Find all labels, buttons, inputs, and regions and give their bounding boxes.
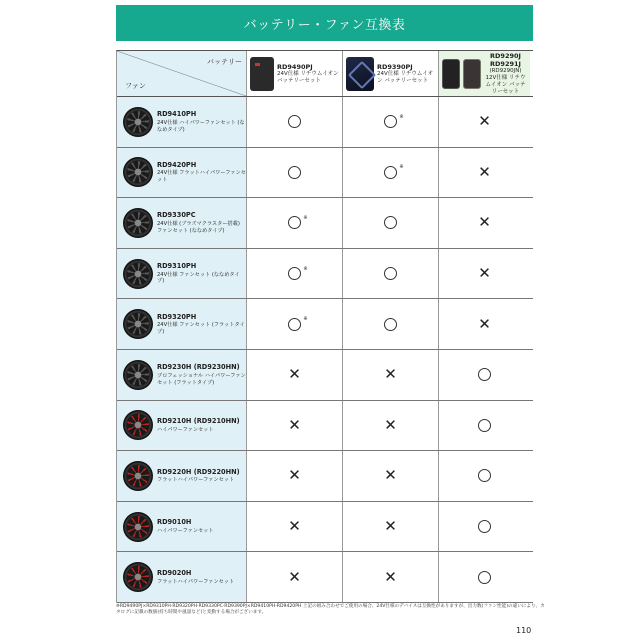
fan-icon bbox=[123, 410, 153, 440]
battery-pair-icon bbox=[442, 59, 460, 89]
note-mark: ※ bbox=[303, 316, 308, 323]
compat-cell bbox=[247, 451, 343, 501]
fan-desc: 24V仕様 ファンセット (ななめタイプ) bbox=[157, 271, 240, 285]
compat-cell bbox=[439, 451, 530, 501]
page-number: 110 bbox=[516, 626, 532, 635]
fan-desc: ハイパワーファンセット bbox=[157, 426, 214, 433]
fan-icon bbox=[123, 512, 153, 542]
footnote: ※RD9490PJ×RD9310PH·RD9320PH·RD9330PC·RD9390PJ×RD9410PH·RD9420PH 上記の組み合わせでご使用の場合、24V仕様のデバイスは互換性がありますが、出力数(ファン性能)の違いにより、カタログに記載の数値(持ち時間や風量など)と変動する場合がございます。 bbox=[116, 604, 545, 616]
fan-icon bbox=[123, 259, 153, 289]
compat-cell bbox=[343, 451, 439, 501]
battery-navy-icon bbox=[346, 57, 374, 91]
table-row bbox=[117, 148, 533, 199]
fan-cell bbox=[117, 451, 247, 501]
compat-cell bbox=[247, 148, 343, 198]
compat-cell bbox=[247, 401, 343, 451]
compatible-circle-icon bbox=[384, 115, 397, 128]
table-row bbox=[117, 401, 533, 452]
incompatible-cross-icon: ✕ bbox=[384, 466, 397, 485]
compatible-circle-icon bbox=[478, 520, 491, 533]
note-mark: ※ bbox=[399, 164, 404, 171]
incompatible-cross-icon: ✕ bbox=[288, 466, 301, 485]
incompatible-cross-icon: ✕ bbox=[384, 365, 397, 384]
battery-model: RD9490PJ bbox=[277, 62, 313, 71]
compat-cell bbox=[343, 299, 439, 349]
table-row bbox=[117, 299, 533, 350]
fan-desc: フラットハイパワーファンセット bbox=[157, 477, 235, 484]
table-row bbox=[117, 350, 533, 401]
page-title: バッテリー・ファン互換表 bbox=[116, 5, 533, 41]
compatible-circle-icon bbox=[384, 216, 397, 229]
battery-pair-icon bbox=[463, 59, 481, 89]
compat-cell bbox=[343, 249, 439, 299]
battery-model: RD9390PJ bbox=[377, 62, 413, 71]
table-row bbox=[117, 552, 533, 603]
fan-cell bbox=[117, 502, 247, 552]
compat-cell bbox=[439, 350, 530, 400]
compatible-circle-icon bbox=[288, 267, 301, 280]
compat-cell bbox=[247, 552, 343, 602]
compat-cell bbox=[247, 299, 343, 349]
compat-cell bbox=[247, 502, 343, 552]
fan-model: RD9210H (RD9210HN) bbox=[157, 417, 240, 426]
fan-model: RD9220H (RD9220HN) bbox=[157, 467, 240, 476]
fan-model: RD9010H bbox=[157, 518, 192, 527]
table-row bbox=[117, 198, 533, 249]
compat-cell bbox=[247, 350, 343, 400]
battery-header-rd9490pj bbox=[247, 51, 343, 96]
fan-desc: 24V仕様 (ブラズマクラスター搭載) ファンセット (ななめタイプ) bbox=[157, 221, 240, 234]
compat-cell bbox=[439, 299, 530, 349]
table-row bbox=[117, 97, 533, 148]
incompatible-cross-icon: ✕ bbox=[478, 264, 491, 283]
fan-desc: 24V仕様 ハイパワーファンセット (ななめタイプ) bbox=[157, 119, 245, 133]
fan-cell bbox=[117, 97, 247, 147]
compatible-circle-icon bbox=[288, 318, 301, 331]
compat-cell bbox=[343, 148, 439, 198]
fan-cell bbox=[117, 552, 247, 602]
table-row bbox=[117, 451, 533, 502]
compatible-circle-icon bbox=[478, 368, 491, 381]
fan-desc: 24V仕様 ファンセット (フラットタイプ) bbox=[157, 322, 245, 335]
battery-model: RD9290J RD9291J bbox=[490, 51, 521, 68]
fan-cell bbox=[117, 350, 247, 400]
table-body bbox=[117, 97, 533, 603]
incompatible-cross-icon: ✕ bbox=[478, 112, 491, 131]
fan-icon bbox=[123, 157, 153, 187]
compat-cell bbox=[247, 97, 343, 147]
fan-desc: フラットハイパワーファンセット bbox=[157, 578, 235, 585]
incompatible-cross-icon: ✕ bbox=[478, 162, 491, 181]
incompatible-cross-icon: ✕ bbox=[478, 213, 491, 232]
fan-desc: 24V仕様 フラットハイパワーファンセット bbox=[157, 170, 246, 184]
incompatible-cross-icon: ✕ bbox=[384, 567, 397, 586]
incompatible-cross-icon: ✕ bbox=[288, 517, 301, 536]
compatible-circle-icon bbox=[288, 166, 301, 179]
fan-icon bbox=[123, 562, 153, 592]
compatible-circle-icon bbox=[478, 469, 491, 482]
compat-cell bbox=[343, 97, 439, 147]
battery-desc: (RD9290JN) 12V仕様 リチウムイオン バッテリーセット bbox=[485, 67, 526, 95]
fan-cell bbox=[117, 249, 247, 299]
fan-icon bbox=[123, 360, 153, 390]
battery-axis-label: バッテリー bbox=[207, 58, 242, 66]
fan-axis-label: ファン bbox=[125, 82, 146, 90]
fan-model: RD9230H (RD9230HN) bbox=[157, 363, 240, 372]
compat-cell bbox=[439, 552, 530, 602]
compatible-circle-icon bbox=[384, 166, 397, 179]
fan-model: RD9310PH bbox=[157, 262, 197, 271]
compat-cell bbox=[439, 198, 530, 248]
incompatible-cross-icon: ✕ bbox=[478, 314, 491, 333]
fan-icon bbox=[123, 309, 153, 339]
note-mark: ※ bbox=[303, 214, 308, 221]
battery-header-rd9390pj bbox=[343, 51, 439, 96]
battery-header-rd9290j bbox=[439, 51, 530, 96]
fan-model: RD9020H bbox=[157, 568, 192, 577]
fan-model: RD9410PH bbox=[157, 110, 197, 119]
fan-model: RD9420PH bbox=[157, 160, 197, 169]
compatible-circle-icon bbox=[288, 216, 301, 229]
compat-cell bbox=[343, 502, 439, 552]
compat-cell bbox=[343, 552, 439, 602]
compat-cell bbox=[439, 502, 530, 552]
incompatible-cross-icon: ✕ bbox=[288, 415, 301, 434]
compat-cell bbox=[343, 401, 439, 451]
battery-desc: 24V仕様 リチウムイオン バッテリーセット bbox=[377, 70, 434, 84]
compat-cell bbox=[439, 401, 530, 451]
compatible-circle-icon bbox=[288, 115, 301, 128]
fan-cell bbox=[117, 198, 247, 248]
note-mark: ※ bbox=[399, 113, 404, 120]
compatible-circle-icon bbox=[384, 318, 397, 331]
compatible-circle-icon bbox=[478, 419, 491, 432]
compat-cell bbox=[343, 350, 439, 400]
fan-desc: ハイパワーファンセット bbox=[157, 527, 214, 534]
fan-cell bbox=[117, 148, 247, 198]
incompatible-cross-icon: ✕ bbox=[384, 415, 397, 434]
compat-cell bbox=[439, 249, 530, 299]
battery-black-icon bbox=[250, 57, 274, 91]
fan-model: RD9330PC bbox=[157, 211, 196, 220]
compatible-circle-icon bbox=[478, 571, 491, 584]
fan-model: RD9320PH bbox=[157, 312, 197, 321]
compat-cell bbox=[439, 97, 530, 147]
table-header bbox=[117, 51, 533, 97]
incompatible-cross-icon: ✕ bbox=[384, 517, 397, 536]
fan-icon bbox=[123, 107, 153, 137]
compat-cell bbox=[439, 148, 530, 198]
table-corner bbox=[117, 51, 247, 96]
incompatible-cross-icon: ✕ bbox=[288, 567, 301, 586]
compatibility-table bbox=[116, 50, 533, 603]
table-row bbox=[117, 502, 533, 553]
fan-icon bbox=[123, 208, 153, 238]
note-mark: ※ bbox=[303, 265, 308, 272]
compatible-circle-icon bbox=[384, 267, 397, 280]
fan-desc: プロフェッショナル ハイパワーファンセット (フラットタイプ) bbox=[157, 372, 246, 386]
battery-desc: 24V仕様 リチウムイオン バッテリーセット bbox=[277, 70, 339, 84]
compat-cell bbox=[247, 249, 343, 299]
fan-icon bbox=[123, 461, 153, 491]
incompatible-cross-icon: ✕ bbox=[288, 365, 301, 384]
compat-cell bbox=[247, 198, 343, 248]
fan-cell bbox=[117, 299, 247, 349]
fan-cell bbox=[117, 401, 247, 451]
compat-cell bbox=[343, 198, 439, 248]
table-row bbox=[117, 249, 533, 300]
